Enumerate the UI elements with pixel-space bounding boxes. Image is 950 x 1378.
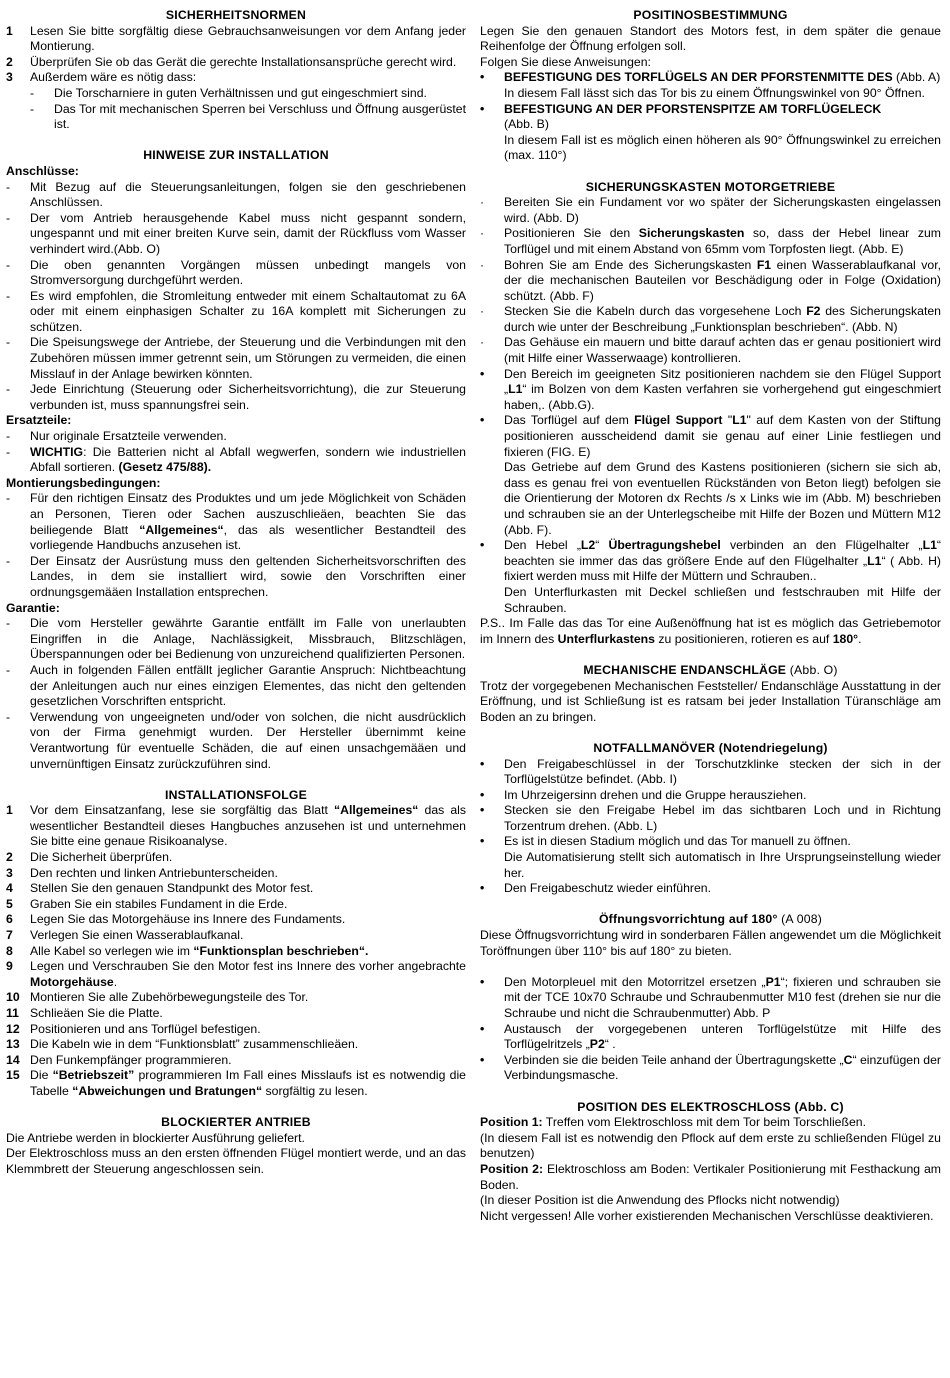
heading-blockierter-antrieb: BLOCKIERTER ANTRIEB [161,1115,311,1130]
section-notfallmanoever [480,741,941,897]
section-sicherheitsnormen [6,8,466,133]
heading-elektroschloss: POSITION DES ELEKTROSCHLOSS (Abb. C) [577,1099,844,1114]
heading-installationsfolge: INSTALLATIONSFOLGE [165,787,307,802]
list-item: - Jede Einrichtung (Steuerung oder Sicherheitsvorrichtung), die zur Steuerung verbunden ist, muss spannungsfrei sein. [6,382,466,412]
paragraph: Die Automatisierung stellt sich automatisch in Ihre Ursprungseinstellung wieder her. [504,850,941,880]
list-item: 3 Den rechten und linken Antriebunterscheiden. [6,865,278,880]
section-blockierter-antrieb [6,1115,466,1177]
section-sicherungskasten [480,180,941,648]
paragraph: (Abb. B) [504,117,549,132]
list-item: 3 Außerdem wäre es nötig dass: [6,70,197,85]
paragraph: Das Getriebe auf dem Grund des Kastens positionieren (sichern sie sich ab, dass es genau frei von eventuellen Rückständen von Beton liegt) befolgen sie die Orientierung der Motoren dx Rechts /s x Links wie im (Abb. M) beschrieben und schrauben sie an der Unterlegscheibe mit Hilfe der Bozen und Müttern M12 (Abb. F). [504,460,941,537]
list-item: 2 Die Sicherheit überprüfen. [6,850,173,865]
list-item: - Die Speisungswege der Antriebe, der Steuerung und die Verbindungen mit den Zubehören müssen immer getrennt sein, um Störungen zu vermeiden, die einen Misslauf in der Anlage bewirken könnten. [6,335,466,381]
subheading-ersatzteile: Ersatzteile: [6,413,72,428]
list-item: - Es wird empfohlen, die Stromleitung entweder mit einem Schaltautomat zu 6A oder mit einem einphasigen Schalter zu 16A komplett mit Sicherungen zu schützen. [6,288,466,334]
list-item: · Stecken Sie die Kabeln durch das vorgesehene Loch F2 des Sicherungskaten durch wie unter der Beschreibung „Funktionsplan beschrieben“. (Abb. N) [480,304,941,334]
paragraph: Legen Sie den genauen Standort des Motors fest, in dem später die genaue Reihenfolge der Öffnung erfolgen soll. [480,23,941,54]
list-item: 15 Die “Betriebszeit” programmieren Im Fall eines Misslaufs ist es notwendig die Tabelle “Abweichungen und Bratungen“ sorgfältig zu lesen. [6,1068,466,1098]
list-item: • Es ist in diesen Stadium möglich und das Tor manuell zu öffnen. [480,834,851,849]
heading-oeffnungsvorrichtung: Öffnungsvorrichtung auf 180° (A 008) [598,912,823,927]
paragraph: (In dieser Position ist die Anwendung des Pflocks nicht notwendig) [480,1193,840,1208]
list-item: • BEFESTIGUNG AN DER PFORSTENSPITZE AM TORFLÜGELECK [480,101,882,116]
heading-notfallmanoever: NOTFALLMANÖVER (Notendriegelung) [593,740,828,755]
list-item: - Nur originale Ersatzteile verwenden. [6,429,227,444]
list-item: • Stecken sie den Freigabe Hebel im das sichtbaren Loch und in Richtung Torzentrum drehen. (Abb. L) [480,803,941,833]
list-item: 1 Vor dem Einsatzanfang, lese sie sorgfältig das Blatt “Allgemeines“ das als wesentlicher Bestandteil dieses Hangbuches anzusehen ist und unternehmen Sie bitte eine genaue Risikoanalyse. [6,803,466,849]
section-mechanische-endanschlaege [480,663,941,725]
heading-mechanische-endanschlaege: MECHANISCHE ENDANSCHLÄGE (Abb. O) [583,662,838,677]
left-column [6,8,466,1178]
paragraph: Der Elektroschloss muss an den ersten öffnenden Flügel montiert werde, und an das Klemmbrett der Steuerung angeschlossen sein. [6,1146,466,1176]
list-item: - Die vom Hersteller gewährte Garantie entfällt im Falle von unerlaubten Eingriffen in die Anlage, Nachlässigkeit, Missbrauch, Blitzschlägen, Überspannungen oder bei Bedienung von unzureichend qualifizierten Personen. [6,616,466,662]
section-installationsfolge [6,788,466,1100]
list-item: • BEFESTIGUNG DES TORFLÜGELS AN DER PFORSTENMITTE DES (Abb. A) [480,70,941,85]
list-item: • Das Torflügel auf dem Flügel Support "L1" auf dem Kasten von der Stiftung positionieren ausscheidend damit sie genau auf einer Linie festliegen und fixieren (FIG. E) [480,413,941,459]
heading-sicherheitsnormen: SICHERHEITSNORMEN [165,8,307,22]
list-item: - Die Torscharniere in guten Verhältnissen und gut eingeschmiert sind. [30,85,427,100]
list-item: 14 Den Funkempfänger programmieren. [6,1052,232,1067]
list-item: 12 Positionieren und ans Torflügel befestigen. [6,1021,261,1036]
subheading-garantie: Garantie: [6,600,60,615]
list-item: 8 Alle Kabel so verlegen wie im “Funktionsplan beschrieben“. [6,943,369,958]
list-item: 2 Überprüfen Sie ob das Gerät die gerechte Installationsansprüche gerecht wird. [6,54,457,69]
list-item: • Im Uhrzeigersinn drehen und die Gruppe herausziehen. [480,787,807,802]
list-item: · Das Gehäuse ein mauern und bitte darauf achten das er genau positioniert wird (mit Hilfe einer Wasserwaage) kontrollieren. [480,335,941,366]
list-item: • Den Motorpleuel mit den Motorritzel ersetzen „P1“; fixieren und schrauben sie mit der TCE 10x70 Schraube und Schraubenmutter M10 fest (drehen sie nur die Schraube und nicht die Schraubenmutter) Abb. P [480,974,941,1020]
list-item: 5 Graben Sie ein stabiles Fundament in die Erde. [6,896,288,911]
list-item: 11 Schlieäen Sie die Platte. [6,1006,163,1020]
list-item: - Verwendung von ungeeigneten und/oder von solchen, die nicht ausdrücklich von der Firma genehmigt wurden. Der Hersteller übernimmt keine Verantwortung für eventuelle Schäden, die auf einen unsachgemääen und unvernünftigen Einsatz zurückzuführen sind. [6,709,466,771]
list-item: - Die oben genannten Vorgängen müssen unbedingt mangels von Stromversorgung durchgeführt werden. [6,257,466,288]
list-item: • Den Freigabeschutz wieder einführen. [480,881,712,896]
list-item: - Der vom Antrieb herausgehende Kabel muss nicht gespannt sondern, ungespannt und mit einer breiten Kurve sein, damit der Rückfluss vom Wasser verhindert wird.(Abb. O) [6,210,466,256]
subheading-anschluesse: Anschlüsse: [6,163,79,178]
list-item: • Den Hebel „L2“ Übertragungshebel verbinden an den Flügelhalter „L1“ beachten sie immer das das größere Ende auf den Flügelhalter „L1“ ( Abb. H) fixiert werden muss mit Hilfe der Müttern und Schrauben.. [480,538,941,584]
list-item: - Auch in folgenden Fällen entfällt jeglicher Garantie Anspruch: Nichtbeachtung der Anleitungen auch nur eines einzigen Elementes, das nicht den geltenden gesetzlichen Vorschriften entspricht. [6,662,466,709]
list-item: · Bohren Sie am Ende des Sicherungskasten F1 einen Wasserablaufkanal vor, der die mechanischen Bauteilen vor Beschädigung oder in Folge (Oxidation) schützt. (Abb. F) [480,257,941,303]
section-oeffnungsvorrichtung [480,912,941,1084]
list-item: - Für den richtigen Einsatz des Produktes und um jede Möglichkeit von Schäden an Personen, Tieren oder Sachen auszuschlieäen, beachten Sie das beiliegende Blatt “Allgemeines“, das als wesentlicher Bestandteil des vorliegende Handbuchs anzusehen ist. [6,491,466,553]
list-item: - Das Tor mit mechanischen Sperren bei Verschluss und Öffnung ausgerüstet ist. [30,101,466,132]
paragraph: Den Unterflurkasten mit Deckel schließen und festschrauben mit Hilfe der Schrauben. [504,584,941,615]
right-column [480,8,941,1224]
paragraph: Diese Öffnugsvorrichtung wird in sonderbaren Fällen angewendet um die Möglichkeit Toröffnungen über 110° bis auf 180° zu bieten. [480,928,941,958]
list-item: 13 Die Kabeln wie in dem “Funktionsblatt” zusammenschlieäen. [6,1037,359,1052]
paragraph: Die Antriebe werden in blockierter Ausführung geliefert. [6,1130,305,1145]
list-item: 4 Stellen Sie den genauen Standpunkt des Motor fest. [6,881,314,896]
paragraph: (In diesem Fall ist es notwendig den Pflock auf dem erste zu schließenden Flügel zu benutzen) [480,1130,941,1161]
section-elektroschloss [480,1100,941,1225]
list-item: - WICHTIG: Die Batterien nicht al Abfall wegwerfen, sondern wie industriellen Abfall sortieren. (Gesetz 475/88). [6,444,466,475]
paragraph: Position 1: Treffen vom Elektroschloss mit dem Tor beim Torschließen. [480,1115,867,1130]
list-item: 6 Legen Sie das Motorgehäuse ins Innere des Fundaments. [6,912,346,927]
list-item: • Den Freigabeschlüssel in der Torschutzklinke stecken der sich in der Torflügelstütze befindet. (Abb. I) [480,756,941,787]
paragraph: Folgen Sie diese Anweisungen: [480,54,651,69]
list-item: 9 Legen und Verschrauben Sie den Motor fest ins Innere des vorher angebrachte Motorgehäuse. [6,959,466,989]
subheading-montierung: Montierungsbedingungen: [6,475,161,490]
list-item: 7 Verlegen Sie einen Wasserablaufkanal. [6,928,244,943]
paragraph: Trotz der vorgegebenen Mechanischen Feststeller/ Endanschläge Ausstattung in der Eröffnung, und ist Schließung ist es ratsam bei jeder Installation Türanschläge am Boden an zu bringen. [480,678,941,724]
heading-sicherungskasten: SICHERUNGSKASTEN MOTORGETRIEBE [585,179,836,194]
heading-hinweise: HINWEISE ZUR INSTALLATION [143,148,329,163]
heading-positionsbestimmung: POSITINOSBESTIMMUNG [633,8,788,22]
paragraph: In diesem Fall lässt sich das Tor bis zu einem Öffnungswinkel von 90° Öffnen. [504,85,925,100]
list-item: · Bereiten Sie ein Fundament vor wo später der Sicherungskasten eingelassen wird. (Abb. D) [480,195,941,225]
paragraph: Position 2: Elektroschloss am Boden: Vertikaler Positionierung mit Festhackung am Boden. [480,1161,941,1192]
list-item: 10 Montieren Sie alle Zubehörbewegungsteile des Tor. [6,990,309,1005]
section-positionsbestimmung [480,8,941,164]
paragraph: P.S.. Im Falle das das Tor eine Außenöffnung hat ist es möglich das Getriebemotor im Innern des Unterflurkastens zu positionieren, rotieren es auf 180°. [480,616,941,646]
paragraph: Nicht vergessen! Alle vorher existierenden Mechanischen Verschlüsse deaktivieren. [480,1208,934,1223]
section-hinweise [6,148,466,772]
list-item: · Positionieren Sie den Sicherungskasten so, dass der Hebel linear zum Torflügel und mit einem Abstand von 65mm vom Torpfosten liegt. (Abb. E) [480,226,941,256]
list-item: 1 Lesen Sie bitte sorgfältig diese Gebrauchsanweisungen vor dem Anfang jeder Montierung. [6,23,466,54]
list-item: • Den Bereich im geeigneten Sitz positionieren nachdem sie den Flügel Support „L1“ im Bolzen von dem Kasten verfahren sie vorhergehend gut eingeschmiert haben,. (Abb.G). [480,366,941,412]
paragraph: In diesem Fall ist es möglich einen höheren als 90° Öffnungswinkel zu erreichen (max. 110°) [504,132,941,163]
list-item: • Verbinden sie die beiden Teile anhand der Übertragungskette „C“ einzufügen der Verbindungsmasche. [480,1052,942,1083]
list-item: - Der Einsatz der Ausrüstung muss den geltenden Sicherheitsvorschriften des Landes, in dem sie installiert wird, sowie den Vorschriften einer ordnungsgemääen Installation entsprechen. [6,553,466,599]
list-item: • Austausch der vorgegebenen unteren Torflügelstütze mit Hilfe des Torflügelritzels „P2“ . [480,1021,941,1052]
list-item: - Mit Bezug auf die Steuerungsanleitungen, folgen sie den geschriebenen Anschlüssen. [6,179,466,210]
